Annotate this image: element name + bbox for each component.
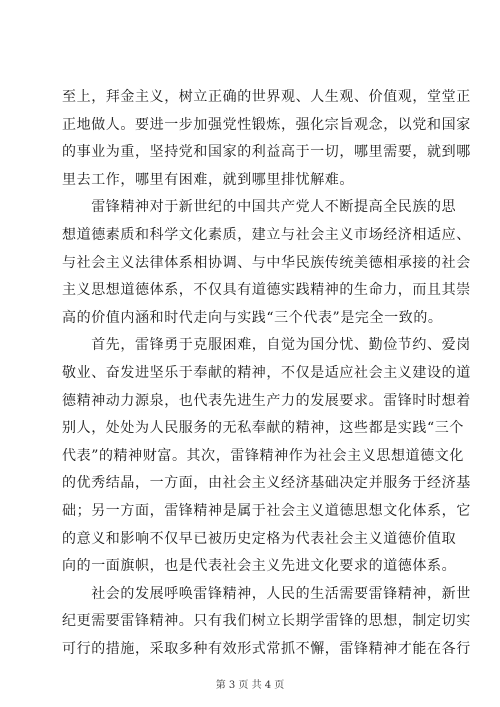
text-line: 德精神动力源泉，也代表先进生产力的发展要求。雷锋时时想着: [62, 392, 471, 409]
text-line: 敬业、奋发进坚乐于奉献的精神，不仅是适应社会主义建设的道: [62, 364, 471, 381]
text-line: 的意义和影响不仅早已被历史定格为代表社会主义道德价值取: [62, 530, 457, 547]
text-line: 正地做人。要进一步加强党性锻炼，强化宗旨观念，以党和国家: [62, 116, 471, 133]
text-line: 首先，雷锋勇于克服困难，自觉为国分忧、勤俭节约、爱岗: [62, 337, 471, 354]
text-line: 代表”的精神财富。其次，雷锋精神作为社会主义思想道德文化: [62, 447, 464, 464]
text-line: 雷锋精神对于新世纪的中国共产党人不断提高全民族的思: [62, 199, 457, 216]
text-line: 纪更需要雷锋精神。只有我们树立长期学雷锋的思想，制定切实: [62, 613, 471, 630]
text-line: 可行的措施，采取多种有效形式常抓不懈，雷锋精神才能在各行: [62, 640, 471, 657]
text-line: 里去工作，哪里有困难，就到哪里排忧解难。: [62, 171, 354, 188]
paragraph-2: [62, 194, 471, 332]
document-body: [62, 84, 471, 663]
text-line: 的事业为重，坚持党和国家的利益高于一切，哪里需要，就到哪: [62, 144, 471, 161]
paragraph-3: [62, 332, 471, 580]
text-line: 的优秀结晶，一方面，由社会主义经济基础决定并服务于经济基: [62, 475, 471, 492]
text-line: 与社会主义法律体系相协调、与中华民族传统美德相承接的社会: [62, 254, 471, 271]
text-line: 想道德素质和科学文化素质，建立与社会主义市场经济相适应、: [62, 226, 471, 243]
text-line: 至上，拜金主义，树立正确的世界观、人生观、价值观，堂堂正: [62, 89, 471, 105]
text-line: 社会的发展呼唤雷锋精神，人民的生活需要雷锋精神，新世: [62, 585, 471, 602]
paragraph-4: [62, 581, 471, 664]
text-line: 别人，处处为人民服务的无私奉献的精神，这些都是实践“三个: [62, 420, 464, 437]
text-line: 础；另一方面，雷锋精神是属于社会主义道德思想文化体系，它: [62, 502, 471, 519]
text-line: 向的一面旗帜，也是代表社会主义先进文化要求的道德体系。: [62, 558, 457, 575]
text-line: 主义思想道德体系，不仅具有道德实践精神的生命力，而且其崇: [62, 282, 471, 299]
page-number-footer: 第 3 页 共 4 页: [215, 680, 285, 691]
paragraph-1: [62, 84, 471, 194]
text-line: 高的价值内涵和时代走向与实践“三个代表”是完全一致的。: [62, 309, 443, 326]
